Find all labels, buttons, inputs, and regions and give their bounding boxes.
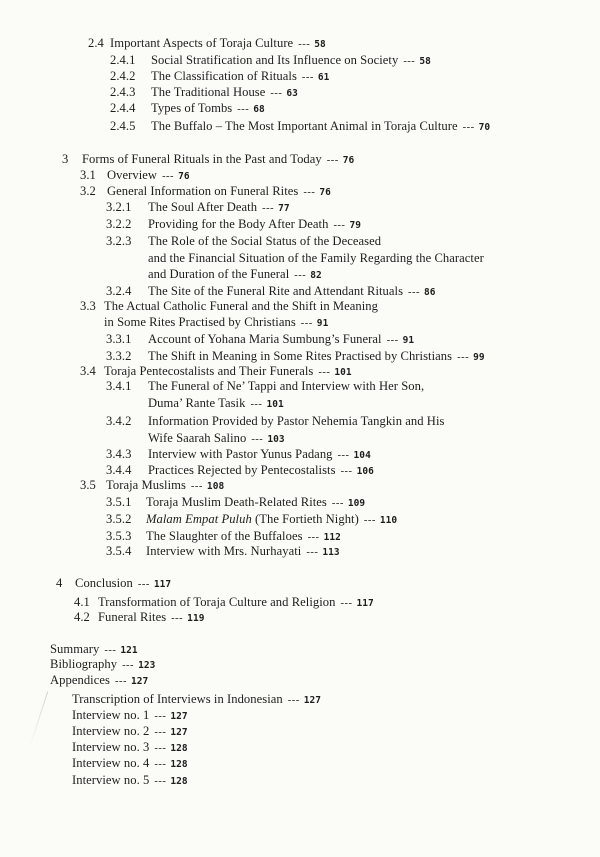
toc-title: and the Financial Situation of the Family Regarding the Character — [148, 251, 484, 265]
toc-title: The Shift in Meaning in Some Rites Practised by Christians — [148, 349, 453, 363]
toc-title: in Some Rites Practised by Christians — [104, 315, 296, 329]
toc-separator: --- — [340, 598, 353, 609]
toc-title: The Soul After Death — [148, 200, 258, 214]
toc-separator: --- — [162, 171, 175, 182]
toc-page: 117 — [153, 579, 172, 590]
toc-title: Interview with Mrs. Nurhayati — [146, 544, 302, 558]
toc-entry-3-2-3-cont — [148, 250, 484, 266]
toc-title: Interview no. 1 — [72, 708, 150, 722]
toc-page: 112 — [323, 532, 341, 543]
toc-separator: --- — [154, 776, 167, 787]
toc-separator: --- — [457, 352, 470, 363]
toc-number: 3.4.4 — [106, 463, 132, 477]
toc-separator: --- — [300, 318, 313, 329]
toc-number: 4.1 — [74, 595, 90, 609]
toc-separator: --- — [154, 743, 167, 754]
toc-title: Interview no. 2 — [72, 724, 150, 738]
toc-number: 2.4.3 — [110, 85, 136, 99]
toc-entry-3-2-3-cont2 — [148, 266, 322, 284]
toc-entry-2-4 — [88, 35, 326, 53]
pencil-mark — [29, 691, 48, 748]
toc-title: Practices Rejected by Pentecostalists — [148, 463, 336, 477]
toc-title: and Duration of the Funeral — [148, 267, 290, 281]
toc-entry-3-3-1 — [106, 331, 414, 349]
toc-separator: --- — [287, 695, 300, 706]
toc-separator: --- — [122, 660, 135, 671]
toc-separator: --- — [251, 434, 264, 445]
toc-separator: --- — [333, 220, 346, 231]
toc-title: Toraja Muslim Death-Related Rites — [146, 495, 327, 509]
toc-title-italic: Malam Empat Puluh — [146, 512, 252, 526]
toc-separator: --- — [363, 515, 376, 526]
toc-entry-appendices — [50, 672, 148, 690]
toc-entry-3-2-1 — [106, 199, 290, 217]
toc-entry-2-4-4 — [110, 100, 265, 118]
toc-number: 2.4.4 — [110, 101, 136, 115]
toc-number: 3.4.1 — [106, 379, 132, 393]
toc-page: 127 — [170, 727, 188, 738]
toc-title: The Actual Catholic Funeral and the Shift in Meaning — [104, 299, 379, 313]
toc-entry-interview-4 — [72, 755, 188, 773]
toc-entry-3-5-2 — [106, 511, 397, 529]
toc-page: 61 — [317, 72, 330, 83]
toc-separator: --- — [114, 676, 127, 687]
toc-page: 63 — [286, 88, 298, 99]
toc-entry-2-4-5 — [110, 118, 490, 136]
toc-separator: --- — [104, 645, 117, 656]
toc-separator: --- — [298, 39, 311, 50]
toc-number: 3.5.3 — [106, 529, 132, 543]
toc-number: 2.4.1 — [110, 53, 136, 67]
toc-page: 128 — [170, 743, 188, 754]
toc-title: Toraja Muslims — [106, 478, 186, 492]
toc-title: (The Fortieth Night) — [255, 512, 359, 526]
toc-number: 2.4.2 — [110, 69, 136, 83]
toc-entry-3-4-1-cont — [148, 395, 284, 413]
toc-separator: --- — [462, 122, 475, 133]
toc-page: 104 — [353, 450, 371, 461]
toc-entry-3-3 — [80, 298, 378, 314]
toc-page: 58 — [314, 39, 326, 50]
toc-number: 3.5.2 — [106, 512, 132, 526]
toc-number: 3.5.1 — [106, 495, 132, 509]
toc-number: 3.1 — [80, 168, 96, 182]
toc-entry-4-2 — [74, 609, 204, 627]
toc-title: Interview no. 3 — [72, 740, 150, 754]
toc-title: Information Provided by Pastor Nehemia Tangkin and His — [148, 414, 445, 428]
toc-separator: --- — [262, 203, 275, 214]
toc-separator: --- — [403, 56, 416, 67]
toc-number: 3.4.2 — [106, 414, 132, 428]
toc-entry-3-3-cont — [104, 314, 328, 332]
toc-page: 113 — [322, 547, 340, 558]
toc-entry-3-4-1 — [106, 378, 424, 394]
toc-number: 3.2.2 — [106, 217, 132, 231]
toc-number: 3.5.4 — [106, 544, 132, 558]
toc-title: The Slaughter of the Buffaloes — [146, 529, 303, 543]
toc-number: 3.3.1 — [106, 332, 132, 346]
toc-page: 127 — [303, 695, 322, 706]
toc-separator: --- — [306, 547, 319, 558]
toc-entry-3-5-1 — [106, 494, 365, 512]
toc-separator: --- — [154, 711, 167, 722]
toc-number: 3.4.3 — [106, 447, 132, 461]
toc-entry-3-5 — [80, 477, 224, 495]
toc-title: Duma’ Rante Tasik — [148, 396, 246, 410]
toc-page: 76 — [319, 187, 331, 198]
toc-title: The Traditional House — [151, 85, 266, 99]
toc-separator: --- — [331, 498, 344, 509]
toc-entry-3-2-2 — [106, 216, 361, 234]
toc-page: 108 — [206, 481, 225, 492]
toc-separator: --- — [386, 335, 399, 346]
toc-title: Forms of Funeral Rituals in the Past and Today — [82, 152, 322, 166]
toc-page: 110 — [379, 515, 398, 526]
toc-page: 58 — [419, 56, 431, 67]
toc-title: Social Stratification and Its Influence on Society — [151, 53, 399, 67]
toc-number: 3.2.3 — [106, 234, 132, 248]
toc-number: 3.3 — [80, 299, 96, 313]
toc-title: General Information on Funeral Rites — [107, 184, 299, 198]
toc-page: 68 — [253, 104, 265, 115]
toc-number: 3.4 — [80, 364, 96, 378]
toc-title: Funeral Rites — [98, 610, 167, 624]
toc-number: 3.2 — [80, 184, 96, 198]
toc-page: 128 — [170, 776, 188, 787]
toc-entry-3-2-3 — [106, 233, 381, 249]
toc-page: 91 — [316, 318, 329, 329]
toc-title: The Classification of Rituals — [151, 69, 297, 83]
toc-page: 76 — [178, 171, 190, 182]
toc-separator: --- — [294, 270, 307, 281]
toc-page: 117 — [356, 598, 374, 609]
toc-page: 121 — [120, 645, 138, 656]
toc-page: 109 — [347, 498, 366, 509]
toc-page: 99 — [473, 352, 485, 363]
toc-separator: --- — [318, 367, 331, 378]
toc-page: 127 — [130, 676, 149, 687]
toc-page: 119 — [187, 613, 205, 624]
toc-number: 2.4 — [88, 36, 104, 50]
toc-page: 106 — [356, 466, 374, 477]
toc-title: Toraja Pentecostalists and Their Funerals — [104, 364, 314, 378]
toc-separator: --- — [307, 532, 320, 543]
toc-separator: --- — [340, 466, 353, 477]
toc-title: The Funeral of Ne’ Tappi and Interview with Her Son, — [148, 379, 425, 393]
toc-title: Bibliography — [50, 657, 118, 671]
toc-page: 76 — [342, 155, 355, 166]
toc-title: Interview with Pastor Yunus Padang — [148, 447, 333, 461]
toc-separator: --- — [237, 104, 250, 115]
toc-title: Important Aspects of Toraja Culture — [110, 36, 294, 50]
toc-number: 4.2 — [74, 610, 90, 624]
toc-number: 3.2.1 — [106, 200, 132, 214]
toc-number: 3.5 — [80, 478, 96, 492]
toc-title: Wife Saarah Salino — [148, 431, 247, 445]
toc-separator: --- — [303, 187, 316, 198]
toc-entry-interview-5 — [72, 772, 188, 790]
toc-separator: --- — [270, 88, 283, 99]
toc-page: 79 — [349, 220, 361, 231]
toc-separator: --- — [337, 450, 350, 461]
toc-number: 2.4.5 — [110, 119, 136, 133]
toc-page: 101 — [266, 399, 284, 410]
toc-separator: --- — [301, 72, 314, 83]
toc-separator: --- — [154, 727, 167, 738]
toc-title: Transformation of Toraja Culture and Religion — [98, 595, 336, 609]
toc-title: The Site of the Funeral Rite and Attendant Rituals — [148, 284, 404, 298]
toc-title: Account of Yohana Maria Sumbung’s Funeral — [148, 332, 382, 346]
toc-separator: --- — [154, 759, 167, 770]
toc-page: 103 — [267, 434, 285, 445]
toc-number: 4 — [56, 576, 63, 590]
toc-separator: --- — [326, 155, 339, 166]
toc-number: 3 — [62, 152, 69, 166]
toc-number: 3.3.2 — [106, 349, 132, 363]
toc-separator: --- — [190, 481, 203, 492]
toc-title: Transcription of Interviews in Indonesian — [72, 692, 283, 706]
toc-separator: --- — [137, 579, 150, 590]
toc-title: Summary — [50, 642, 100, 656]
toc-page: 127 — [170, 711, 188, 722]
toc-title: The Buffalo – The Most Important Animal in Toraja Culture — [151, 119, 458, 133]
toc-title: Types of Tombs — [151, 101, 233, 115]
toc-entry-chapter-4 — [56, 575, 171, 593]
toc-separator: --- — [250, 399, 263, 410]
toc-entry-3-5-4 — [106, 543, 340, 561]
toc-separator: --- — [171, 613, 184, 624]
toc-page: 77 — [278, 203, 290, 214]
toc-title: The Role of the Social Status of the Deceased — [148, 234, 382, 248]
toc-page: 70 — [478, 122, 491, 133]
toc-page: 123 — [138, 660, 156, 671]
toc-number: 3.2.4 — [106, 284, 132, 298]
toc-title: Interview no. 5 — [72, 773, 150, 787]
toc-page: 91 — [402, 335, 415, 346]
toc-page: 86 — [424, 287, 436, 298]
toc-page: 101 — [334, 367, 352, 378]
toc-entry-3-4-2 — [106, 413, 444, 429]
toc-title: Conclusion — [75, 576, 133, 590]
toc-separator: --- — [408, 287, 421, 298]
toc-title: Overview — [107, 168, 158, 182]
toc-page: 128 — [170, 759, 188, 770]
toc-page: 82 — [310, 270, 322, 281]
toc-title: Appendices — [50, 673, 110, 687]
toc-title: Interview no. 4 — [72, 756, 150, 770]
toc-title: Providing for the Body After Death — [148, 217, 329, 231]
